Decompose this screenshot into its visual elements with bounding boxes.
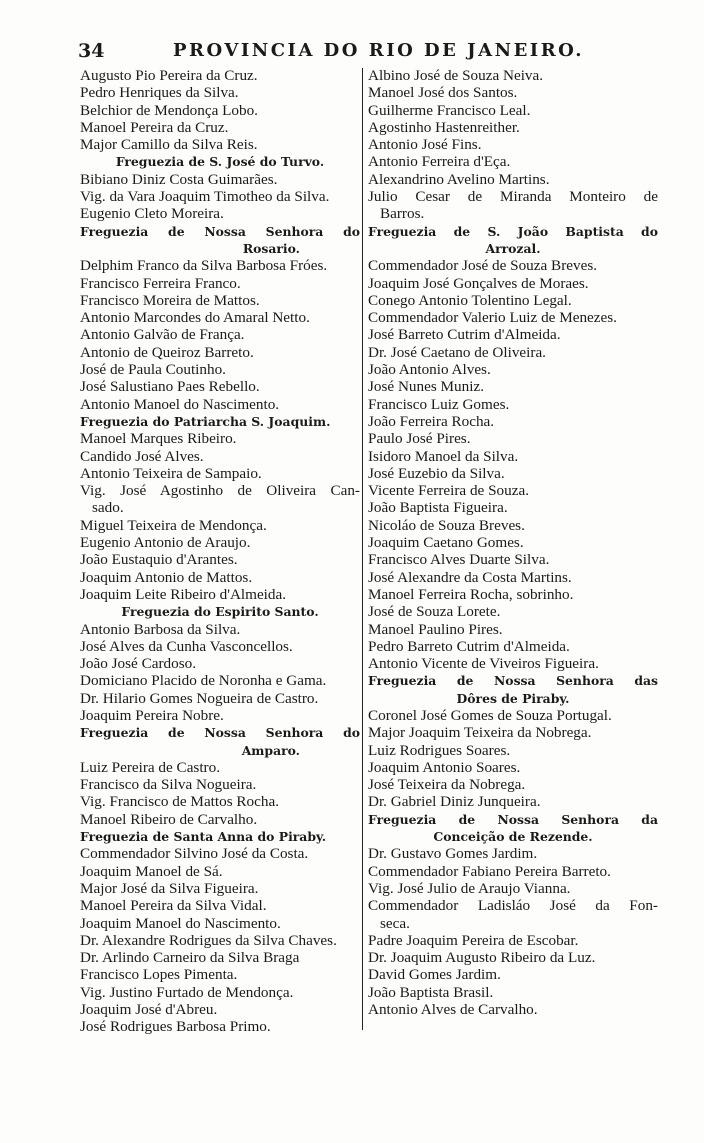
name-entry: Belchior de Mendonça Lobo. xyxy=(80,101,258,119)
name-entry: José Teixeira da Nobrega. xyxy=(368,776,526,794)
name-entry: Padre Joaquim Pereira de Escobar. xyxy=(368,931,579,949)
name-entry: Major José da Silva Figueira. xyxy=(80,879,259,897)
section-heading: Freguezia de Nossa Senhora do xyxy=(80,223,360,239)
name-entry: Agostinho Hastenreither. xyxy=(368,118,520,136)
name-entry: Manoel Pereira da Silva Vidal. xyxy=(80,897,267,915)
name-entry: José Barreto Cutrim d'Almeida. xyxy=(368,326,561,344)
name-entry: João Baptista Figueira. xyxy=(368,499,508,517)
name-entry: Conego Antonio Tolentino Legal. xyxy=(368,291,572,309)
section-heading: Freguezia do Patriarcha S. Joaquim. xyxy=(80,413,331,429)
name-entry: Guilherme Francisco Leal. xyxy=(368,101,531,119)
name-entry: Vig. José Julio de Araujo Vianna. xyxy=(368,879,571,897)
name-entry: Antonio Manoel do Nascimento. xyxy=(80,395,280,413)
name-entry: Francisco da Silva Nogueira. xyxy=(80,776,257,794)
name-entry: Miguel Teixeira de Mendonça. xyxy=(80,516,267,534)
page-number: 34 xyxy=(78,40,105,62)
name-entry: Dr. José Caetano de Oliveira. xyxy=(368,343,546,361)
name-entry: Antonio Ferreira d'Eça. xyxy=(368,153,511,171)
name-entry: Antonio José Fins. xyxy=(368,136,482,154)
section-heading: Arrozal. xyxy=(485,240,541,256)
section-heading: Freguezia de S. José do Turvo. xyxy=(115,154,325,170)
name-entry: Coronel José Gomes de Souza Portugal. xyxy=(368,706,612,724)
name-entry: Dr. Gustavo Gomes Jardim. xyxy=(368,845,538,863)
name-entry: Vig. José Agostinho de Oliveira Can- xyxy=(80,482,360,500)
name-entry: Antonio de Queiroz Barreto. xyxy=(80,343,254,361)
name-entry: Joaquim José Gonçalves de Moraes. xyxy=(368,274,589,292)
name-entry: José Euzebio da Silva. xyxy=(368,464,505,482)
column-divider xyxy=(362,68,363,1030)
name-entry: João José Cardoso. xyxy=(80,655,197,673)
name-entry: João Antonio Alves. xyxy=(368,361,491,379)
name-entry: João Ferreira Rocha. xyxy=(368,412,495,430)
name-entry: Francisco Lopes Pimenta. xyxy=(80,966,238,984)
name-entry: Barros. xyxy=(380,205,425,223)
name-entry: Alexandrino Avelino Martins. xyxy=(368,170,550,188)
name-entry: José de Paula Coutinho. xyxy=(80,361,226,379)
name-entry: Francisco Ferreira Franco. xyxy=(80,274,241,292)
right-column xyxy=(368,67,658,1018)
name-entry: Joaquim Manoel de Sá. xyxy=(80,862,223,880)
name-entry: Antonio Alves de Carvalho. xyxy=(368,1001,538,1019)
name-entry: Luiz Pereira de Castro. xyxy=(80,758,221,776)
section-heading: Dôres de Piraby. xyxy=(456,690,570,706)
name-entry: Domiciano Placido de Noronha e Gama. xyxy=(80,672,327,690)
name-entry: Paulo José Pires. xyxy=(368,430,471,448)
name-entry: Manoel Ribeiro de Carvalho. xyxy=(80,810,258,828)
left-column xyxy=(80,67,360,1036)
name-entry: Albino José de Souza Neiva. xyxy=(368,67,544,84)
page-title: PROVINCIA DO RIO DE JANEIRO. xyxy=(173,40,585,61)
name-entry: Commendador Valerio Luiz de Menezes. xyxy=(368,309,617,327)
name-entry: Joaquim Antonio de Mattos. xyxy=(80,568,253,586)
name-entry: Manoel Paulino Pires. xyxy=(368,620,503,638)
name-entry: Antonio Teixeira de Sampaio. xyxy=(80,464,262,482)
name-entry: Manoel Pereira da Cruz. xyxy=(80,118,229,136)
name-entry: Delphim Franco da Silva Barbosa Fróes. xyxy=(80,257,328,275)
name-entry: Joaquim Pereira Nobre. xyxy=(80,706,224,724)
name-entry: Dr. Gabriel Diniz Junqueira. xyxy=(368,793,541,811)
section-heading: Rosario. xyxy=(242,240,300,256)
name-entry: sado. xyxy=(92,499,124,517)
name-entry: Commendador Silvino José da Costa. xyxy=(80,845,309,863)
name-entry: Eugenio Antonio de Araujo. xyxy=(80,534,251,552)
name-entry: Dr. Hilario Gomes Nogueira de Castro. xyxy=(80,689,319,707)
section-heading: Conceição de Rezende. xyxy=(433,829,593,845)
name-entry: Eugenio Cleto Moreira. xyxy=(80,205,224,223)
name-entry: Major Camillo da Silva Reis. xyxy=(80,136,258,154)
name-entry: Manoel José dos Santos. xyxy=(368,84,518,102)
name-entry: Joaquim José d'Abreu. xyxy=(80,1001,218,1019)
name-entry: Pedro Barreto Cutrim d'Almeida. xyxy=(368,637,570,655)
name-entry: Joaquim Antonio Soares. xyxy=(368,758,521,776)
name-entry: Augusto Pio Pereira da Cruz. xyxy=(80,67,258,84)
name-entry: Vig. da Vara Joaquim Timotheo da Silva. xyxy=(80,188,330,206)
name-entry: Nicoláo de Souza Breves. xyxy=(368,516,525,534)
name-entry: Joaquim Manoel do Nascimento. xyxy=(80,914,281,932)
name-entry: Antonio Galvão de França. xyxy=(80,326,245,344)
page-header xyxy=(78,38,656,66)
name-entry: Bibiano Diniz Costa Guimarães. xyxy=(80,170,278,188)
name-entry: David Gomes Jardim. xyxy=(368,966,501,984)
name-entry: Luiz Rodrigues Soares. xyxy=(368,741,511,759)
name-entry: Francisco Alves Duarte Silva. xyxy=(368,551,550,569)
name-entry: José Nunes Muniz. xyxy=(368,378,485,396)
name-entry: Joaquim Caetano Gomes. xyxy=(368,534,524,552)
name-entry: Candido José Alves. xyxy=(80,447,204,465)
name-entry: Isidoro Manoel da Silva. xyxy=(368,447,519,465)
section-heading: Amparo. xyxy=(241,742,300,758)
name-entry: Major Joaquim Teixeira da Nobrega. xyxy=(368,724,592,742)
name-entry: Francisco Moreira de Mattos. xyxy=(80,291,260,309)
section-heading: Freguezia de Nossa Senhora do xyxy=(80,725,360,741)
name-entry: Manoel Marques Ribeiro. xyxy=(80,430,237,448)
name-entry: Antonio Vicente de Viveiros Figueira. xyxy=(368,655,599,673)
name-entry: Dr. Arlindo Carneiro da Silva Braga xyxy=(80,949,300,967)
name-entry: João Baptista Brasil. xyxy=(368,983,494,1001)
name-entry: Commendador José de Souza Breves. xyxy=(368,257,598,275)
name-entry: Julio Cesar de Miranda Monteiro de xyxy=(368,188,658,206)
name-entry: Francisco Luiz Gomes. xyxy=(368,395,510,413)
name-entry: José de Souza Lorete. xyxy=(368,603,501,621)
name-entry: Dr. Alexandre Rodrigues da Silva Chaves. xyxy=(80,931,337,949)
section-heading: Freguezia de S. João Baptista do xyxy=(368,223,658,239)
name-entry: seca. xyxy=(380,914,410,932)
name-entry: Vicente Ferreira de Souza. xyxy=(368,482,530,500)
section-heading: Freguezia de Santa Anna do Piraby. xyxy=(80,829,327,845)
name-entry: Manoel Ferreira Rocha, sobrinho. xyxy=(368,585,574,603)
name-entry: Antonio Marcondes do Amaral Netto. xyxy=(80,309,310,327)
section-heading: Freguezia de Nossa Senhora das xyxy=(368,673,658,689)
name-entry: José Rodrigues Barbosa Primo. xyxy=(80,1018,271,1036)
name-entry: Dr. Joaquim Augusto Ribeiro da Luz. xyxy=(368,949,596,967)
section-heading: Freguezia do Espirito Santo. xyxy=(121,604,319,620)
name-entry: José Salustiano Paes Rebello. xyxy=(80,378,260,396)
name-entry: Antonio Barbosa da Silva. xyxy=(80,620,241,638)
name-entry: Joaquim Leite Ribeiro d'Almeida. xyxy=(80,585,287,603)
name-entry: Vig. Francisco de Mattos Rocha. xyxy=(80,793,280,811)
name-entry: José Alves da Cunha Vasconcellos. xyxy=(80,637,293,655)
name-entry: Pedro Henriques da Silva. xyxy=(80,84,239,102)
name-entry: Commendador Ladisláo José da Fon- xyxy=(368,897,658,915)
name-entry: Vig. Justino Furtado de Mendonça. xyxy=(80,983,294,1001)
name-entry: José Alexandre da Costa Martins. xyxy=(368,568,572,586)
section-heading: Freguezia de Nossa Senhora da xyxy=(368,811,658,827)
name-entry: João Eustaquio d'Arantes. xyxy=(80,551,238,569)
name-entry: Commendador Fabiano Pereira Barreto. xyxy=(368,862,611,880)
